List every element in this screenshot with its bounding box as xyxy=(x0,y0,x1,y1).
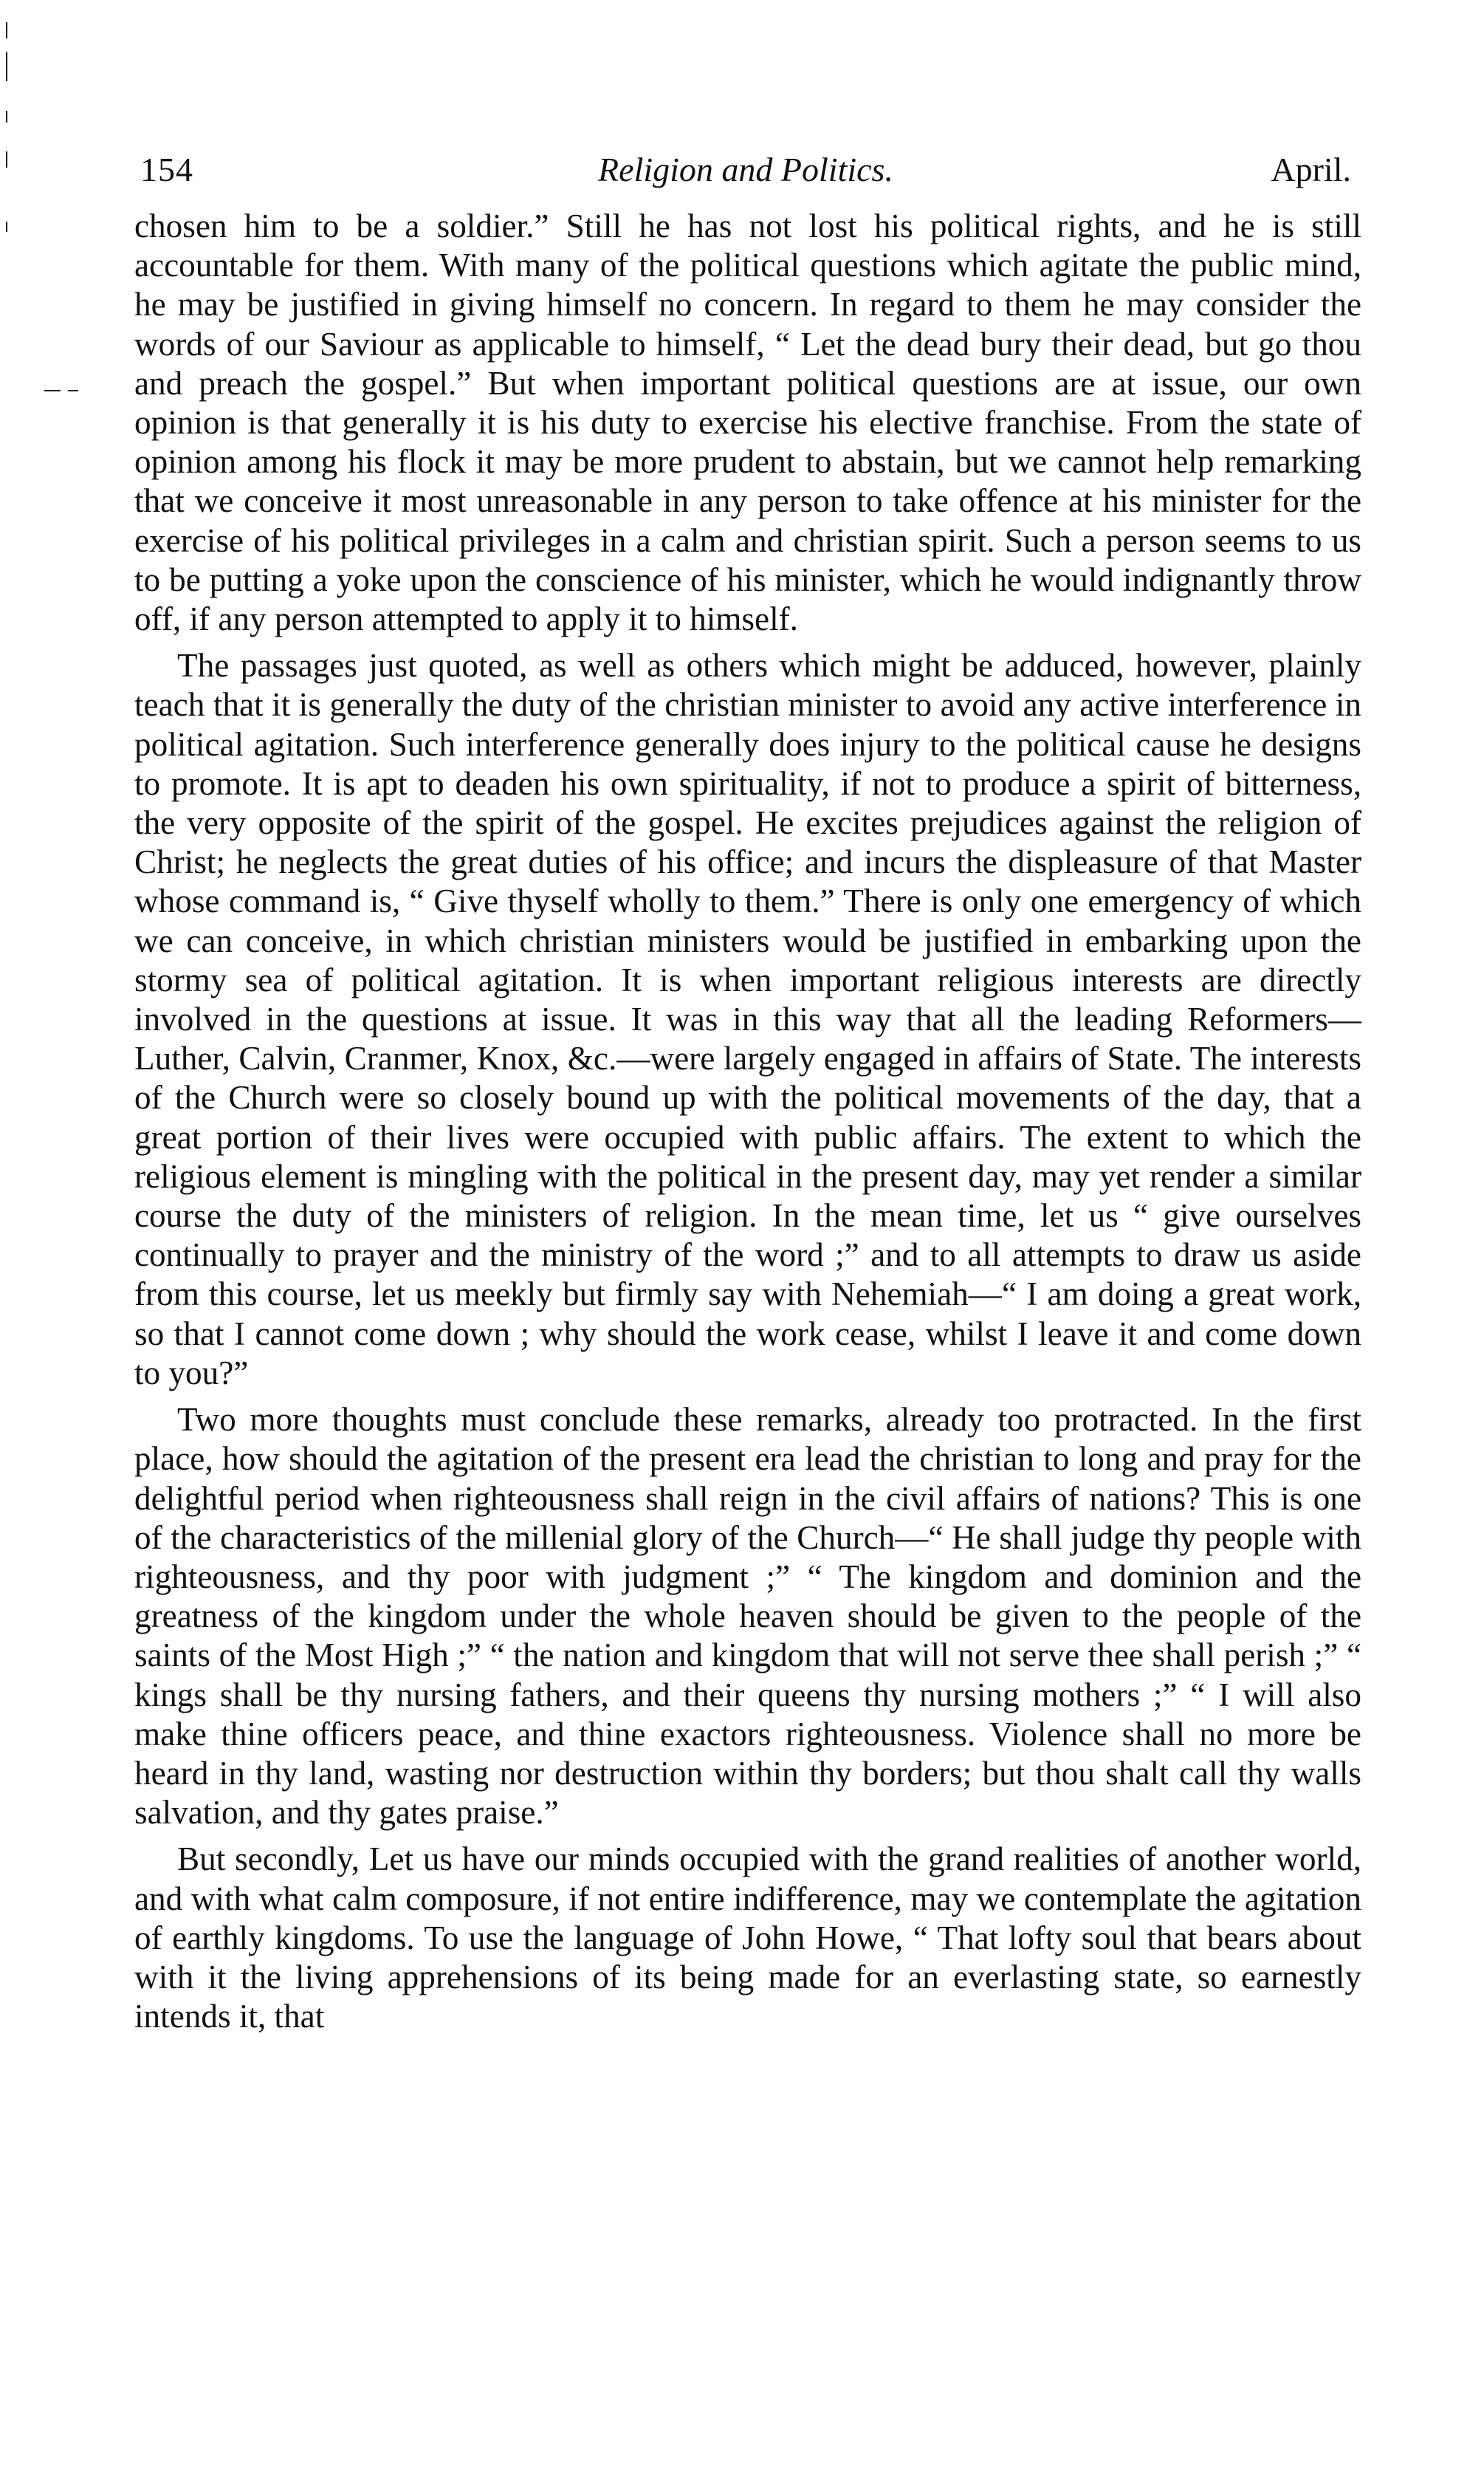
paragraph: The passages just quoted, as well as others which might be adduced, however, plainly teach that it is generally the duty of the christian minister to avoid any active interference in political agitation. Such interference generally does injury to the political cause he designs to promote. It is apt to deaden his own spirituality, if not to produce a spirit of bitterness, the very opposite of the spirit of the gospel. He excites prejudices against the religion of Christ; he neglects the great duties of his office; and incurs the displeasure of that Master whose command is, “ Give thyself wholly to them.” There is only one emergency of which we can conceive, in which christian ministers would be justified in embarking upon the stormy sea of political agitation. It is when important religious interests are directly involved in the questions at issue. It was in this way that all the leading Reformers—Luther, Calvin, Cranmer, Knox, &c.—were largely engaged in affairs of State. The interests of the Church were so closely bound up with the political movements of the day, that a great portion of their lives were occupied with public affairs. The extent to which the religious element is mingling with the political in the present day, may yet render a similar course the duty of the ministers of religion. In the mean time, let us “ give ourselves continually to prayer and the ministry of the word ;” and to all attempts to draw us aside from this course, let us meekly but firmly say with Nehemiah—“ I am doing a great work, so that I cannot come down ; why should the work cease, whilst I leave it and come down to you?” xyxy=(134,647,1361,1391)
margin-mark xyxy=(6,22,7,38)
issue-month: April. xyxy=(1271,151,1351,188)
margin-mark xyxy=(6,222,7,232)
margin-mark xyxy=(6,151,7,168)
paragraph: Two more thoughts must conclude these remarks, already too protracted. In the first place, how should the agitation of the present era lead the christian to long and pray for the delightful period when righteousness shall reign in the civil affairs of nations? This is one of the characteristics of the millenial glory of the Church—“ He shall judge thy people with righteousness, and thy poor with judgment ;” “ The kingdom and dominion and the greatness of the kingdom under the whole heaven should be given to the people of the saints of the Most High ;” “ the nation and kingdom that will not serve thee shall perish ;” “ kings shall be thy nursing fathers, and their queens thy nursing mothers ;” “ I will also make thine officers peace, and thine exactors righteousness. Violence shall no more be heard in thy land, wasting nor destruction within thy borders; but thou shalt call thy walls salvation, and thy gates praise.” xyxy=(134,1401,1361,1832)
running-title: Religion and Politics. xyxy=(598,151,893,188)
page-header xyxy=(140,144,1351,196)
paragraph: chosen him to be a soldier.” Still he has not lost his political rights, and he is still accountable for them. With many of the political questions which agitate the public mind, he may be justified in giving himself no concern. In regard to them he may consider the words of our Saviour as applicable to himself, “ Let the dead bury their dead, but go thou and preach the gospel.” But when important political questions are at issue, our own opinion is that generally it is his duty to exercise his elective franchise. From the state of opinion among his flock it may be more prudent to abstain, but we cannot help remarking that we conceive it most unreasonable in any person to take offence at his minister for the exercise of his political privileges in a calm and christian spirit. Such a person seems to us to be putting a yoke upon the conscience of his minister, which he would indignantly throw off, if any person attempted to apply it to himself. xyxy=(134,208,1361,638)
margin-mark xyxy=(68,390,78,391)
page-number: 154 xyxy=(140,151,193,188)
body-text xyxy=(134,207,1361,2043)
margin-mark xyxy=(6,111,7,123)
paragraph: But secondly, Let us have our minds occupied with the grand realities of another world, and with what calm composure, if not entire indifference, may we contemplate the agitation of earthly kingdoms. To use the language of John Howe, “ That lofty soul that bears about with it the living apprehensions of its being made for an everlasting state, so earnestly intends it, that xyxy=(134,1840,1361,2035)
margin-mark xyxy=(44,390,61,391)
margin-mark xyxy=(6,52,7,81)
